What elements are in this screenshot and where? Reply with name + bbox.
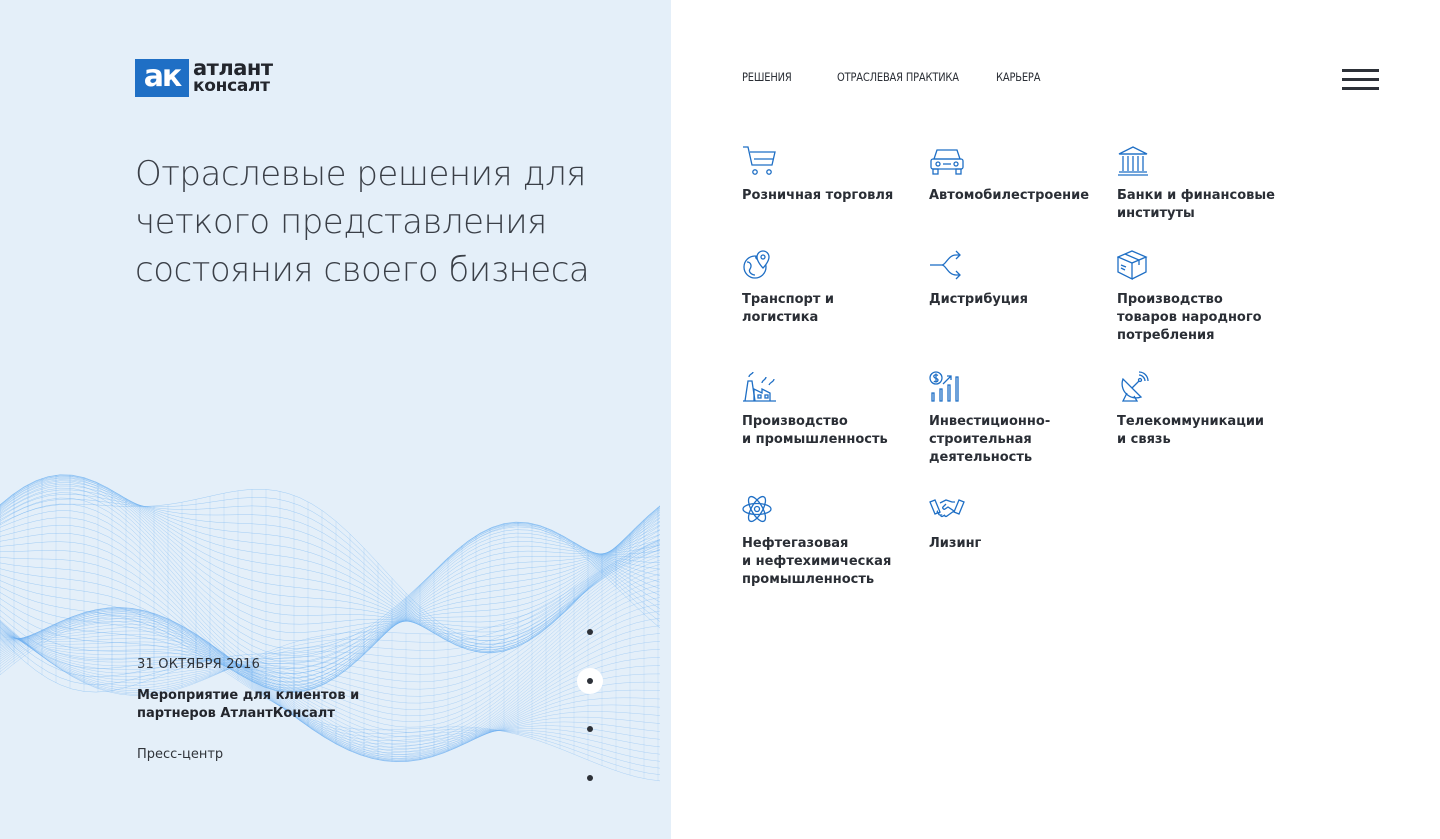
industry-label: Дистрибуция (929, 292, 1028, 307)
nav-solutions[interactable]: РЕШЕНИЯ (742, 70, 792, 84)
industry-label: Производство товаров народного потребления (1117, 292, 1262, 343)
box-icon (1117, 249, 1153, 281)
hamburger-bar (1342, 78, 1379, 81)
slider-dot-3[interactable] (587, 726, 593, 732)
industry-label: Розничная торговля (742, 188, 894, 203)
slider-dot-2[interactable] (587, 678, 593, 684)
industry-label: Инвестиционно- строительная деятельность (929, 414, 1051, 465)
wave-mesh-line (0, 475, 660, 693)
industry-label: Лизинг (929, 536, 982, 551)
logo-line-2: консалт (193, 76, 270, 96)
event-title-link[interactable]: Мероприятие для клиентов и партнеров АтлантКонсалт (137, 688, 360, 721)
investment-chart-icon (929, 371, 965, 403)
event-date: 31 ОКТЯБРЯ 2016 (137, 657, 261, 672)
industry-label: Телекоммуникации и связь (1117, 414, 1265, 447)
press-center-link[interactable]: Пресс-центр (137, 747, 224, 762)
industry-transport-logistics[interactable] (742, 249, 922, 327)
globe-pin-icon (742, 249, 778, 281)
atom-icon (742, 493, 778, 525)
industry-manufacturing[interactable] (742, 371, 922, 449)
industry-label: Производство и промышленность (742, 414, 888, 447)
industry-label: Автомобилестроение (929, 188, 1090, 203)
hero-panel (0, 0, 671, 839)
distribution-arrows-icon (929, 249, 965, 281)
industry-leasing[interactable] (929, 493, 1109, 553)
nav-career[interactable]: КАРЬЕРА (996, 70, 1041, 84)
hamburger-bar (1342, 87, 1379, 90)
industry-automotive[interactable] (929, 145, 1109, 205)
logo-wordmark (193, 56, 273, 96)
industry-banking[interactable] (1117, 145, 1297, 223)
hamburger-bar (1342, 69, 1379, 72)
industry-consumer-goods[interactable] (1117, 249, 1297, 345)
bank-icon (1117, 145, 1153, 177)
shopping-cart-icon (742, 145, 778, 177)
industry-oil-gas[interactable] (742, 493, 922, 589)
slider-dot-4[interactable] (587, 775, 593, 781)
logo-line-1: атлант (193, 56, 273, 80)
industry-distribution[interactable] (929, 249, 1109, 309)
page-headline: Отраслевые решения для четкого представления состояния своего бизнеса (135, 154, 590, 290)
hamburger-menu-button[interactable] (1342, 69, 1379, 90)
handshake-icon (929, 493, 965, 525)
company-logo[interactable] (135, 56, 285, 99)
wave-mesh-graphic (0, 430, 671, 839)
industry-label: Нефтегазовая и нефтехимическая промышленность (742, 536, 892, 587)
slider-dot-1[interactable] (587, 629, 593, 635)
industry-investment-construction[interactable] (929, 371, 1109, 467)
industry-label: Транспорт и логистика (742, 292, 835, 325)
industry-label: Банки и финансовые институты (1117, 188, 1275, 221)
logo-badge: ак (135, 59, 189, 97)
industry-telecom[interactable] (1117, 371, 1297, 449)
satellite-dish-icon (1117, 371, 1153, 403)
factory-icon (742, 371, 778, 403)
industry-retail[interactable] (742, 145, 922, 205)
car-icon (929, 145, 965, 177)
nav-industry-practice[interactable]: ОТРАСЛЕВАЯ ПРАКТИКА (837, 70, 959, 84)
